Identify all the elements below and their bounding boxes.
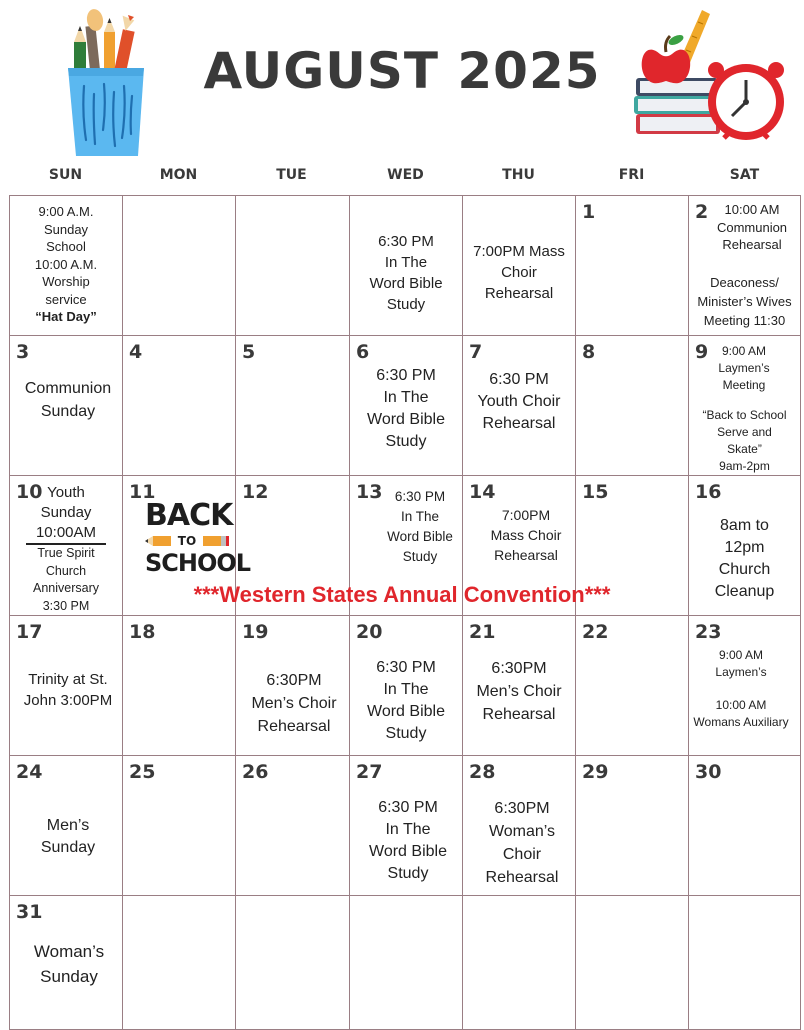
- day-cell: [688, 755, 801, 896]
- day-number: 9: [695, 341, 709, 363]
- event-text: 9:00 AM Laymen’s Meeting: [718, 344, 770, 392]
- event-text: 9:00 AM Laymen’s: [715, 648, 767, 679]
- event-text: 6:30 PM In The Word Bible Study: [369, 233, 443, 313]
- sticker-line: SCHOOL: [145, 549, 251, 577]
- event-text: Deaconess/ Minister’s Wives Meeting 11:30: [697, 275, 792, 328]
- day-number: 16: [695, 481, 722, 503]
- day-cell: [688, 895, 801, 1030]
- sticker-line: TO: [177, 534, 197, 548]
- day-number: 13: [356, 481, 383, 503]
- event-text: 10:00 AM Communion Rehearsal: [716, 202, 788, 252]
- event-text: 6:30PM Men’s Choir Rehearsal: [251, 672, 337, 735]
- day-number: 30: [695, 761, 722, 783]
- day-number: 14: [469, 481, 496, 503]
- event-text: 6:30PM Men’s Choir Rehearsal: [476, 660, 562, 723]
- day-cell: [122, 895, 236, 1030]
- day-cell: [688, 195, 801, 336]
- event-text: “Back to School Serve and Skate” 9am-2pm: [702, 408, 787, 473]
- day-cell: [235, 895, 350, 1030]
- day-cell: [122, 335, 236, 476]
- day-number: 23: [695, 621, 722, 643]
- day-number: 26: [242, 761, 269, 783]
- day-cell: [575, 755, 689, 896]
- weekday-fri: FRI: [618, 167, 645, 183]
- day-number: 10: [16, 481, 43, 503]
- day-cell: [349, 195, 463, 336]
- day-number: 2: [695, 201, 709, 223]
- day-cell: [235, 755, 350, 896]
- day-number: 7: [469, 341, 483, 363]
- day-cell: [462, 335, 576, 476]
- event-text: 6:30 PM In The Word Bible Study: [369, 799, 447, 882]
- day-number: 29: [582, 761, 609, 783]
- day-number: 3: [16, 341, 30, 363]
- sticker-line: BACK: [145, 498, 233, 533]
- day-number: 6: [356, 341, 370, 363]
- weekday-wed: WED: [387, 167, 424, 183]
- weekday-tue: TUE: [276, 167, 307, 183]
- event-text: 6:30 PM In The Word Bible Study: [367, 659, 445, 742]
- day-number: 22: [582, 621, 609, 643]
- day-number: 4: [129, 341, 143, 363]
- day-cell: [349, 755, 463, 896]
- event-text: Woman’s Sunday: [33, 942, 105, 986]
- event-text: Sunday 10:00AM: [9, 503, 123, 545]
- day-number: 15: [582, 481, 609, 503]
- day-cell: [688, 615, 801, 756]
- day-cell: [462, 195, 576, 336]
- day-number: 17: [16, 621, 43, 643]
- day-number: 31: [16, 901, 43, 923]
- day-cell: [462, 615, 576, 756]
- day-number: 25: [129, 761, 156, 783]
- calendar-grid: [9, 195, 801, 1030]
- day-cell: [462, 755, 576, 896]
- day-number: 20: [356, 621, 383, 643]
- event-text: Men’s Sunday: [40, 817, 96, 856]
- day-cell: [575, 895, 689, 1030]
- weekday-sun: SUN: [48, 167, 83, 183]
- day-number: 28: [469, 761, 496, 783]
- event-text: 8am to 12pm Church Cleanup: [714, 517, 775, 600]
- event-text: 7:00PM Mass Choir Rehearsal: [490, 507, 562, 563]
- day-number: 1: [582, 201, 596, 223]
- event-text: 9:00 A.M. Sunday School 10:00 A.M. Worship service “Hat Day”: [34, 204, 98, 324]
- day-number: 19: [242, 621, 269, 643]
- day-number: 27: [356, 761, 383, 783]
- convention-banner: ***Western States Annual Convention***: [193, 582, 611, 607]
- day-cell: [349, 895, 463, 1030]
- day-cell: [9, 195, 123, 336]
- day-number: 21: [469, 621, 496, 643]
- day-cell: [122, 755, 236, 896]
- day-cell: [575, 195, 689, 336]
- day-cell: [575, 615, 689, 756]
- day-cell: [9, 895, 123, 1030]
- day-cell: [462, 895, 576, 1030]
- event-text: 6:30 PM In The Word Bible Study: [367, 367, 445, 450]
- back-to-school-sticker: [145, 498, 251, 577]
- day-cell: [122, 195, 236, 336]
- event-text: 7:00PM Mass Choir Rehearsal: [473, 243, 565, 302]
- event-text: 10:00 AM Womans Auxiliary: [693, 698, 789, 729]
- day-cell: [688, 335, 801, 476]
- day-number: 24: [16, 761, 43, 783]
- day-cell: [349, 335, 463, 476]
- day-cell: [235, 615, 350, 756]
- day-number: 8: [582, 341, 596, 363]
- day-cell: [9, 335, 123, 476]
- day-cell: [575, 335, 689, 476]
- event-text: Youth: [47, 484, 85, 501]
- day-cell: [235, 195, 350, 336]
- event-text: True Spirit Church Anniversary 3:30 PM: [33, 546, 99, 613]
- day-cell: [122, 615, 236, 756]
- weekday-mon: MON: [159, 167, 198, 183]
- day-number: 18: [129, 621, 156, 643]
- event-text: Communion Sunday: [24, 380, 112, 420]
- page-title: AUGUST 2025: [203, 42, 601, 100]
- weekday-sat: SAT: [729, 167, 760, 183]
- event-text: 6:30 PM Youth Choir Rehearsal: [477, 371, 561, 432]
- event-text: 6:30PM Woman’s Choir Rehearsal: [485, 800, 559, 886]
- day-cell: [9, 615, 123, 756]
- weekday-thu: THU: [502, 167, 535, 183]
- day-cell: [9, 755, 123, 896]
- event-text: 6:30 PM In The Word Bible Study: [387, 489, 453, 564]
- event-text: Trinity at St. John 3:00PM: [23, 671, 113, 709]
- day-number: 11: [129, 481, 156, 503]
- day-cell: [349, 615, 463, 756]
- day-cell: [235, 335, 350, 476]
- day-number: 12: [242, 481, 269, 503]
- day-number: 5: [242, 341, 256, 363]
